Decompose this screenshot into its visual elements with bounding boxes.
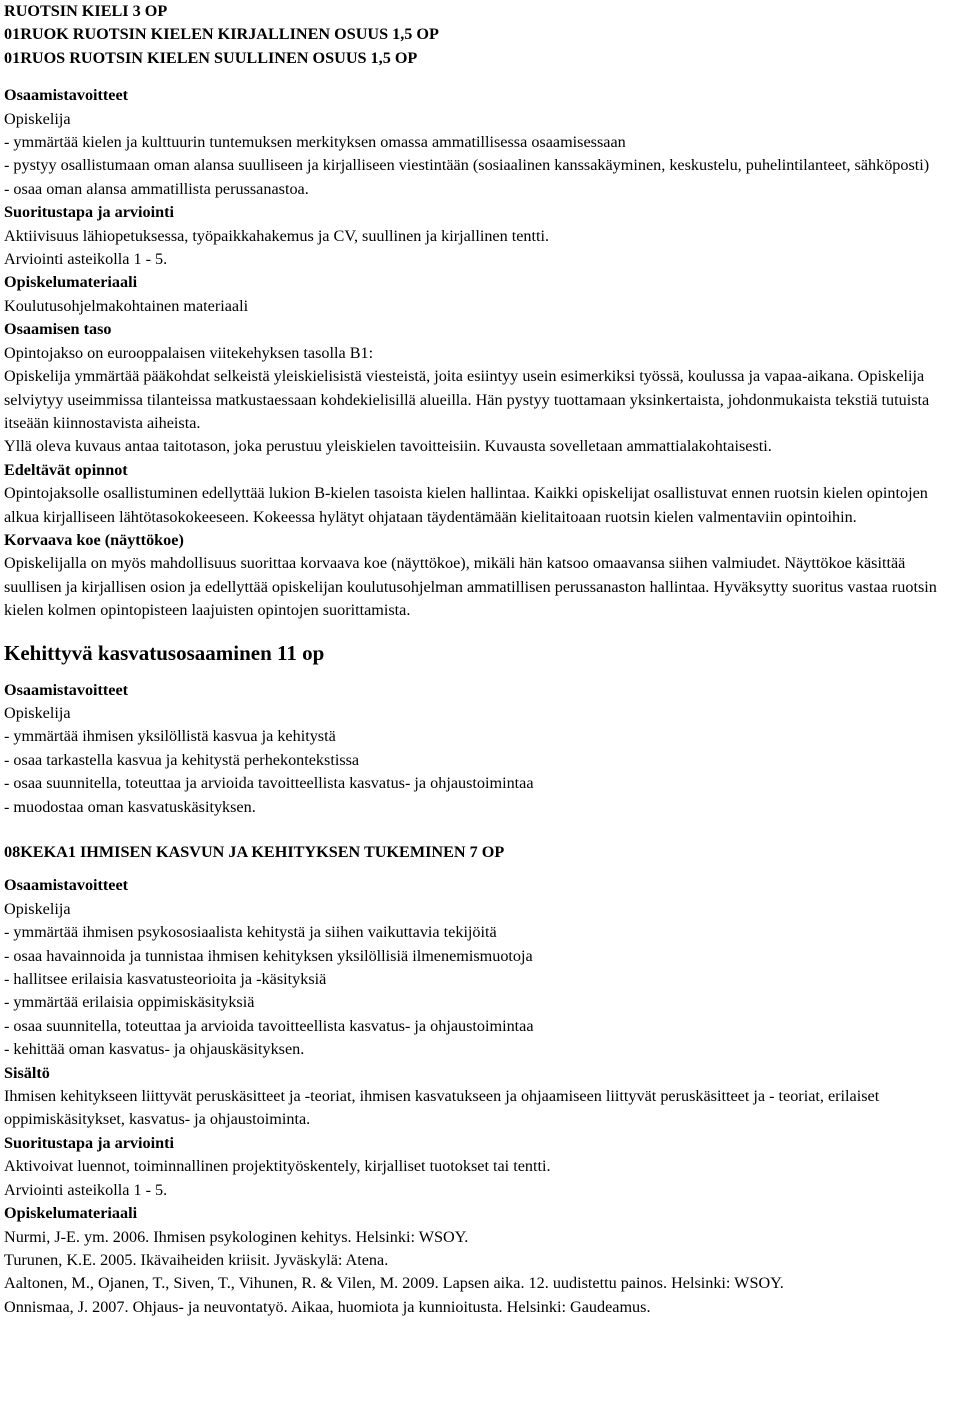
text-korvaava-koe: Opiskelijalla on myös mahdollisuus suorittaa korvaava koe (näyttökoe), mikäli hän katsoo omaavansa siihen valmiudet. Näyttökoe käsittää suullisen ja kirjallisen osion ja edellyttää opiskelijan koulutusohjelman ammatillisen perussanaston hallintaa. Hyväksytty suoritus vastaa ruotsin kielen kolmen opintopisteen laajuisten opintojen suorittamista.	[4, 554, 937, 620]
reference-item: Aaltonen, M., Ojanen, T., Siven, T., Vihunen, R. & Vilen, M. 2009. Lapsen aika. 12. uudistettu painos. Helsinki: WSOY.	[4, 1274, 784, 1293]
heading-osaamistavoitteet: Osaamistavoitteet	[4, 876, 129, 895]
heading-osaamisen-taso: Osaamisen taso	[4, 320, 112, 339]
text-arviointi: Arviointi asteikolla 1 - 5.	[4, 1180, 168, 1199]
goal-item: - ymmärtää kielen ja kulttuurin tuntemuksen merkityksen omassa ammatillisessa osaamisessaan	[4, 133, 626, 152]
heading-osaamistavoitteet: Osaamistavoitteet	[4, 86, 129, 105]
goal-item: - osaa suunnitella, toteuttaa ja arvioida tavoitteellista kasvatus- ja ohjaustoimintaa	[4, 774, 534, 793]
text-taso: Opiskelija ymmärtää pääkohdat selkeistä yleiskielisistä viesteistä, joita esiintyy usein esimerkiksi työssä, koulussa ja vapaa-aikana. Opiskelija selviytyy useimmissa tilanteissa matkustaessaan kohdekielisillä alueilla. Hän pystyy tuottamaan yksinkertaista, johdonmukaista tekstiä tutuista itseään kiinnostavista aiheista.	[4, 367, 930, 432]
goal-item: - osaa oman alansa ammatillista perussanastoa.	[4, 179, 309, 198]
goal-item: - ymmärtää erilaisia oppimiskäsityksiä	[4, 993, 255, 1012]
text-opiskelumateriaali: Koulutusohjelmakohtainen materiaali	[4, 296, 249, 315]
goal-item: - pystyy osallistumaan oman alansa suulliseen ja kirjalliseen viestintään (sosiaalinen kanssakäyminen, keskustelu, puhelintilanteet, sähköposti)	[4, 156, 930, 175]
course-title-line: RUOTSIN KIELI 3 OP	[4, 2, 168, 20]
heading-opiskelumateriaali: Opiskelumateriaali	[4, 1204, 138, 1223]
goal-item: - muodostaa oman kasvatuskäsityksen.	[4, 797, 256, 816]
text-edeltavat-opinnot: Opintojaksolle osallistuminen edellyttää lukion B-kielen tasoista kielen hallintaa. Kaikki opiskelijat osallistuvat ennen ruotsin kielen opintojen alkua kirjalliseen lähtötasokokeeseen. Kokeessa hylätyt ohjataan täydentämään kielitaitoaan ruotsin kielen valmentaviin opintoihin.	[4, 484, 928, 526]
section-ihmisen-kasvun-tukeminen	[4, 841, 956, 1319]
goal-item: - osaa havainnoida ja tunnistaa ihmisen kehityksen yksilöllisiä ilmenemismuotoja	[4, 946, 533, 965]
heading-edeltavat-opinnot: Edeltävät opinnot	[4, 460, 128, 479]
text-taso: Opintojakso on eurooppalaisen viitekehyksen tasolla B1:	[4, 343, 374, 362]
text-sisalto: Ihmisen kehitykseen liittyvät peruskäsitteet ja -teoriat, ihmisen kasvatukseen ja ohjaamiseen liittyvät peruskäsitteet ja - teoriat, erilaiset oppimiskäsitykset, kasvatus- ja ohjaustoiminta.	[4, 1087, 880, 1129]
text-suoritustapa: Aktivoivat luennot, toiminnallinen projektityöskentely, kirjalliset tuotokset tai tentti.	[4, 1157, 551, 1176]
goal-item: - osaa tarkastella kasvua ja kehitystä perhekontekstissa	[4, 750, 360, 769]
goal-item: - ymmärtää ihmisen yksilöllistä kasvua ja kehitystä	[4, 727, 336, 746]
heading-korvaava-koe: Korvaava koe (näyttökoe)	[4, 530, 184, 549]
text-opiskelija: Opiskelija	[4, 109, 71, 128]
section-kehittyva-kasvatusosaaminen	[4, 639, 956, 819]
reference-item: Nurmi, J-E. ym. 2006. Ihmisen psykologinen kehitys. Helsinki: WSOY.	[4, 1227, 469, 1246]
text-opiskelija: Opiskelija	[4, 899, 71, 918]
heading-sisalto: Sisältö	[4, 1063, 50, 1082]
reference-item: Onnismaa, J. 2007. Ohjaus- ja neuvontatyö. Aikaa, huomiota ja kunnioitusta. Helsinki: Gaudeamus.	[4, 1297, 651, 1316]
goal-item: - kehittää oman kasvatus- ja ohjauskäsityksen.	[4, 1040, 305, 1059]
heading-suoritustapa: Suoritustapa ja arviointi	[4, 203, 174, 222]
section-heading: Kehittyvä kasvatusosaaminen 11 op	[4, 640, 325, 665]
course-heading: 08KEKA1 IHMISEN KASVUN JA KEHITYKSEN TUKEMINEN 7 OP	[4, 843, 505, 861]
goal-item: - ymmärtää ihmisen psykososiaalista kehitystä ja siihen vaikuttavia tekijöitä	[4, 923, 497, 942]
goal-item: - hallitsee erilaisia kasvatusteorioita ja -käsityksiä	[4, 970, 327, 989]
text-arviointi: Arviointi asteikolla 1 - 5.	[4, 250, 168, 269]
goal-item: - osaa suunnitella, toteuttaa ja arvioida tavoitteellista kasvatus- ja ohjaustoimintaa	[4, 1016, 534, 1035]
course-title-line: 01RUOK RUOTSIN KIELEN KIRJALLINEN OSUUS 1,5 OP	[4, 25, 439, 44]
text-suoritustapa: Aktiivisuus lähiopetuksessa, työpaikkahakemus ja CV, suullinen ja kirjallinen tentti.	[4, 226, 550, 245]
heading-suoritustapa: Suoritustapa ja arviointi	[4, 1133, 174, 1152]
section-ruotsin-kieli	[4, 0, 956, 623]
text-opiskelija: Opiskelija	[4, 703, 71, 722]
course-title-line: 01RUOS RUOTSIN KIELEN SUULLINEN OSUUS 1,5 OP	[4, 48, 418, 67]
reference-item: Turunen, K.E. 2005. Ikävaiheiden kriisit. Jyväskylä: Atena.	[4, 1250, 389, 1269]
heading-opiskelumateriaali: Opiskelumateriaali	[4, 273, 138, 292]
heading-osaamistavoitteet: Osaamistavoitteet	[4, 680, 129, 699]
text-taso: Yllä oleva kuvaus antaa taitotason, joka perustuu yleiskielen tavoitteisiin. Kuvausta sovelletaan ammattialakohtaisesti.	[4, 437, 772, 456]
spacer	[4, 70, 956, 84]
